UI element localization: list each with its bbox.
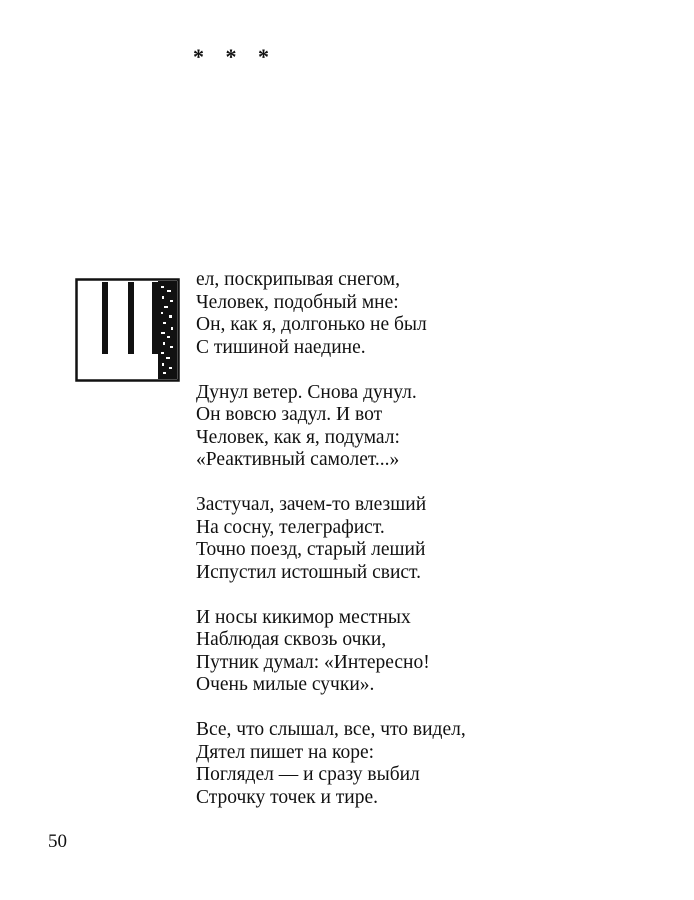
poem-line: Застучал, зачем-то влезший xyxy=(196,494,427,515)
poem-body xyxy=(196,269,466,832)
poem-line: И носы кикимор местных xyxy=(196,606,411,628)
poem-line: Наблюдая сквозь очки, xyxy=(196,629,387,650)
poem-line: Дунул ветер. Снова дунул. xyxy=(196,381,417,403)
stanza-1 xyxy=(196,269,466,359)
stanza-5 xyxy=(196,719,466,809)
poem-line: Он, как я, долгонько не был xyxy=(196,314,427,335)
section-asterisks: * * * xyxy=(193,44,277,69)
page-number: 50 xyxy=(48,831,67,852)
poem-line: Испустил истошный свист. xyxy=(196,561,421,583)
stanza-4 xyxy=(196,607,466,697)
poem-line: Путник думал: «Интересно! xyxy=(196,651,430,673)
drop-cap-letter xyxy=(75,278,180,382)
poem-line: Очень милые сучки». xyxy=(196,674,375,695)
poem-line: Точно поезд, старый леший xyxy=(196,539,426,560)
poem-line: На сосну, телеграфист. xyxy=(196,516,385,538)
stanza-2 xyxy=(196,382,466,472)
poem-line: Дятел пишет на коре: xyxy=(196,741,375,763)
poem-line: «Реактивный самолет...» xyxy=(196,449,400,470)
poem-line: Он вовсю задул. И вот xyxy=(196,404,383,425)
poem-line: Человек, подобный мне: xyxy=(196,291,399,313)
poem-line: Все, что слышал, все, что видел, xyxy=(196,719,466,740)
poem-line: Поглядел — и сразу выбил xyxy=(196,764,420,785)
poem-line: С тишиной наедине. xyxy=(196,336,366,358)
poem-line: Человек, как я, подумал: xyxy=(196,426,400,448)
stanza-3 xyxy=(196,494,466,584)
poem-line: ел, поскрипывая снегом, xyxy=(196,269,400,290)
poem-line: Строчку точек и тире. xyxy=(196,786,379,808)
